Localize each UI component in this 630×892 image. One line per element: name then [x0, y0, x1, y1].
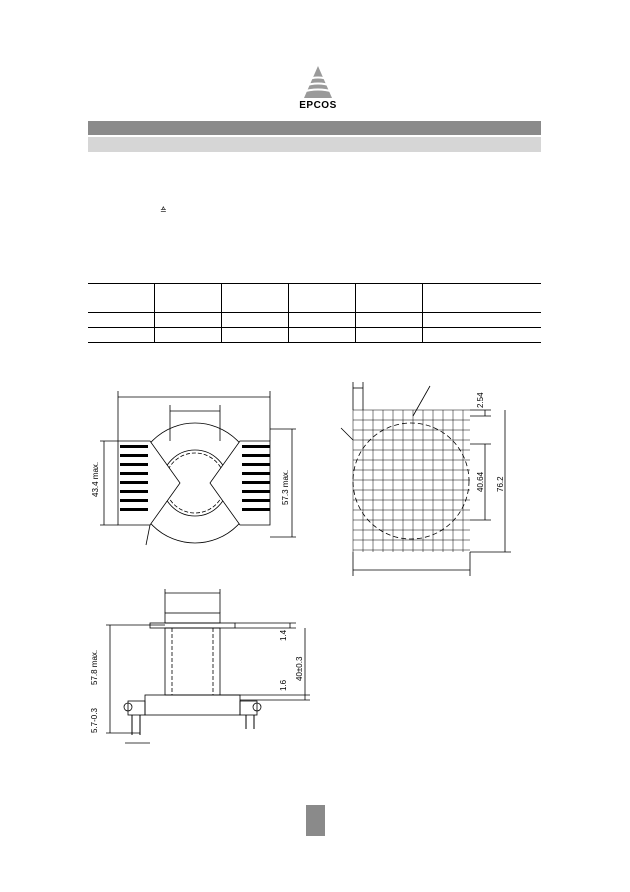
top-view-drawing [80, 385, 310, 555]
dim-total: 57.8 max. [90, 649, 99, 685]
dim-inner: 40.64 [476, 471, 485, 492]
table-cell [155, 328, 222, 343]
dim-bottom: 1.6 [279, 679, 288, 691]
table-cell [88, 284, 155, 313]
header-bar [88, 121, 541, 135]
table-cell [155, 284, 222, 313]
table-cell [356, 328, 423, 343]
dim-top: 1.4 [279, 629, 288, 641]
table-cell [289, 313, 356, 328]
table-cell [222, 313, 289, 328]
spec-table [88, 283, 541, 343]
table-cell [423, 328, 542, 343]
equivalence-symbol: ≙ [160, 206, 167, 215]
dim-pitch: 2.54 [476, 392, 485, 408]
brand-name: EPCOS [299, 100, 337, 111]
table-cell [289, 328, 356, 343]
table-cell [423, 284, 542, 313]
table-cell [155, 313, 222, 328]
table-cell [423, 313, 542, 328]
epcos-logo-icon [298, 66, 338, 102]
table-cell [88, 328, 155, 343]
table-cell [356, 284, 423, 313]
dim-outer: 76.2 [496, 476, 505, 492]
table-cell [222, 328, 289, 343]
side-view-drawing [80, 585, 330, 755]
table-cell [222, 284, 289, 313]
pcb-layout-drawing [335, 380, 520, 580]
dim-middle: 40±0.3 [295, 656, 304, 681]
table-cell [88, 313, 155, 328]
table-cell [289, 284, 356, 313]
dim-pin: 5.7-0.3 [90, 708, 99, 733]
page-marker [306, 805, 325, 836]
dim-height-right: 57.3 max. [281, 469, 290, 505]
dim-height-left: 43.4 max. [91, 461, 100, 497]
subheader-bar [88, 137, 541, 152]
table-cell [356, 313, 423, 328]
